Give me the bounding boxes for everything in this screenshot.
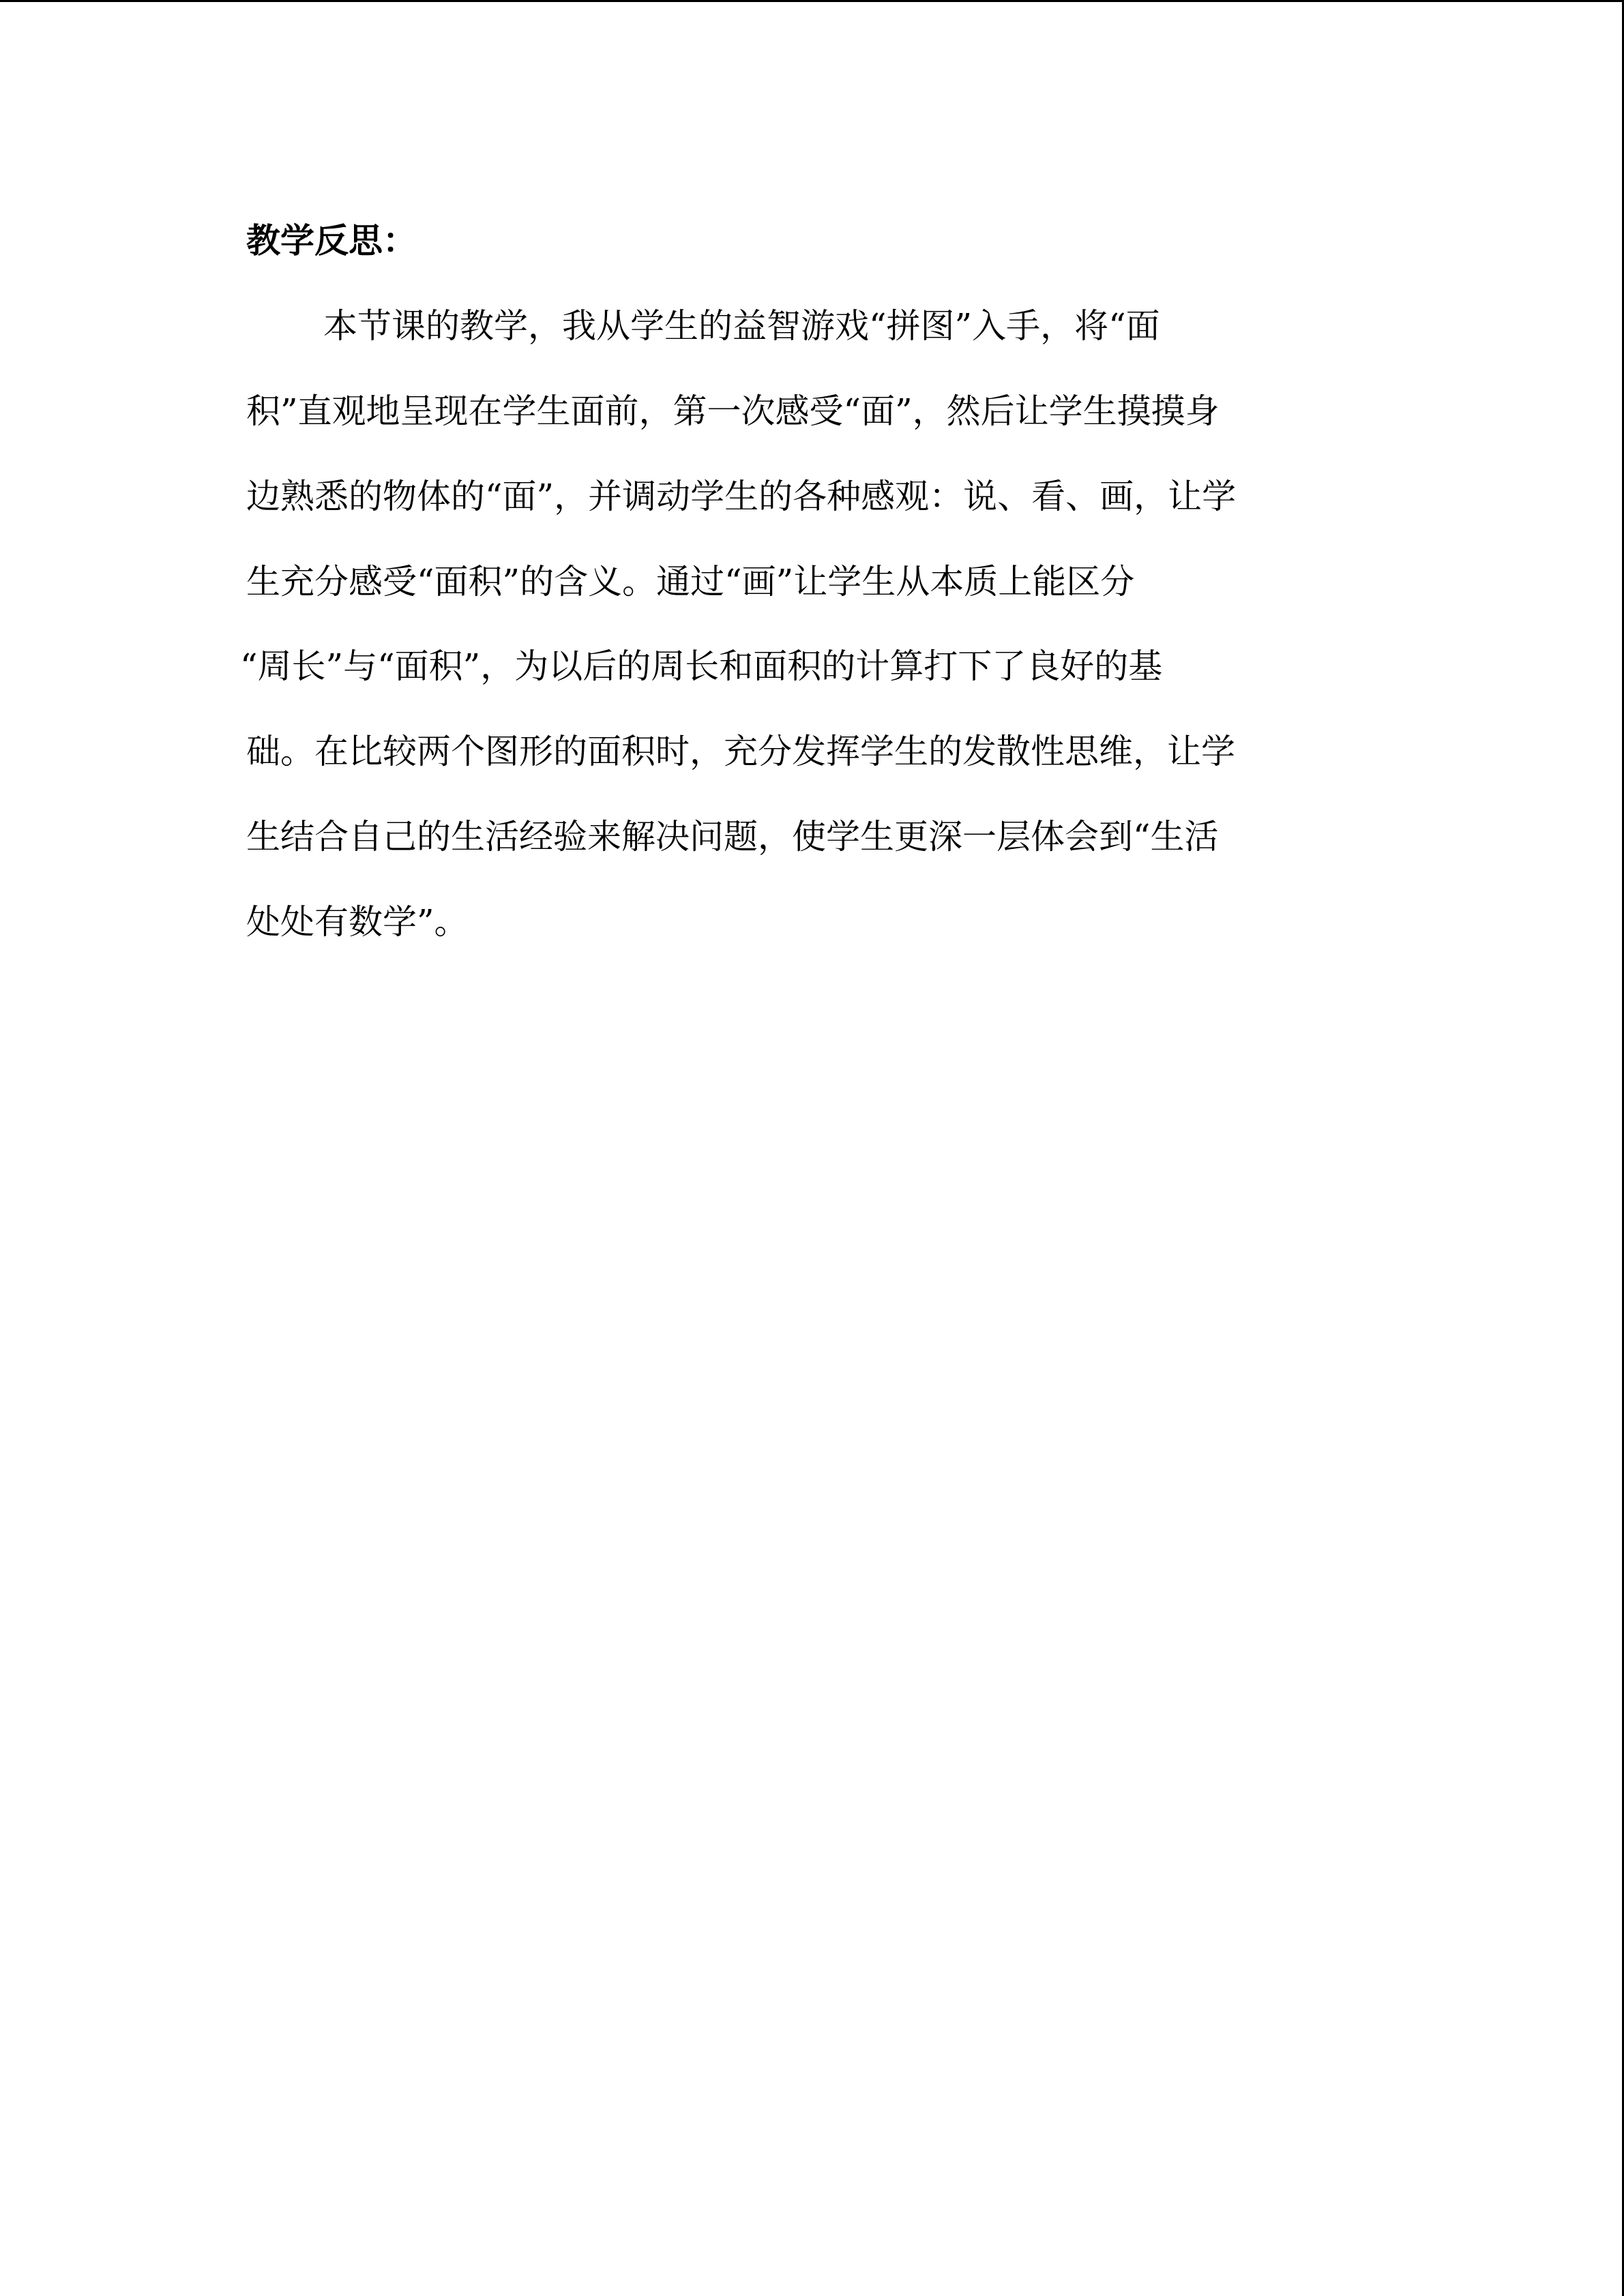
paragraph-line-2: 积”直观地呈现在学生面前，第一次感受“面”，然后让学生摸摸身	[246, 391, 1220, 431]
paragraph-line-1: 本节课的教学，我从学生的益智游戏“拼图”入手，将“面	[323, 306, 1160, 346]
paragraph-line-7: 生结合自己的生活经验来解决问题，使学生更深一层体会到“生活	[246, 817, 1219, 856]
paragraph-line-4: 生充分感受“面积”的含义。通过“画”让学生从本质上能区分	[246, 562, 1135, 601]
paragraph-line-6: 础。在比较两个图形的面积时，充分发挥学生的发散性思维，让学	[246, 732, 1235, 771]
paragraph-line-5: “周长”与“面积”，为以后的周长和面积的计算打下了良好的基	[240, 646, 1163, 686]
paragraph-line-8: 处处有数学”。	[246, 902, 469, 942]
paragraph-line-3: 边熟悉的物体的“面”，并调动学生的各种感观：说、看、画，让学	[246, 477, 1237, 516]
section-heading: 教学反思：	[246, 221, 417, 260]
